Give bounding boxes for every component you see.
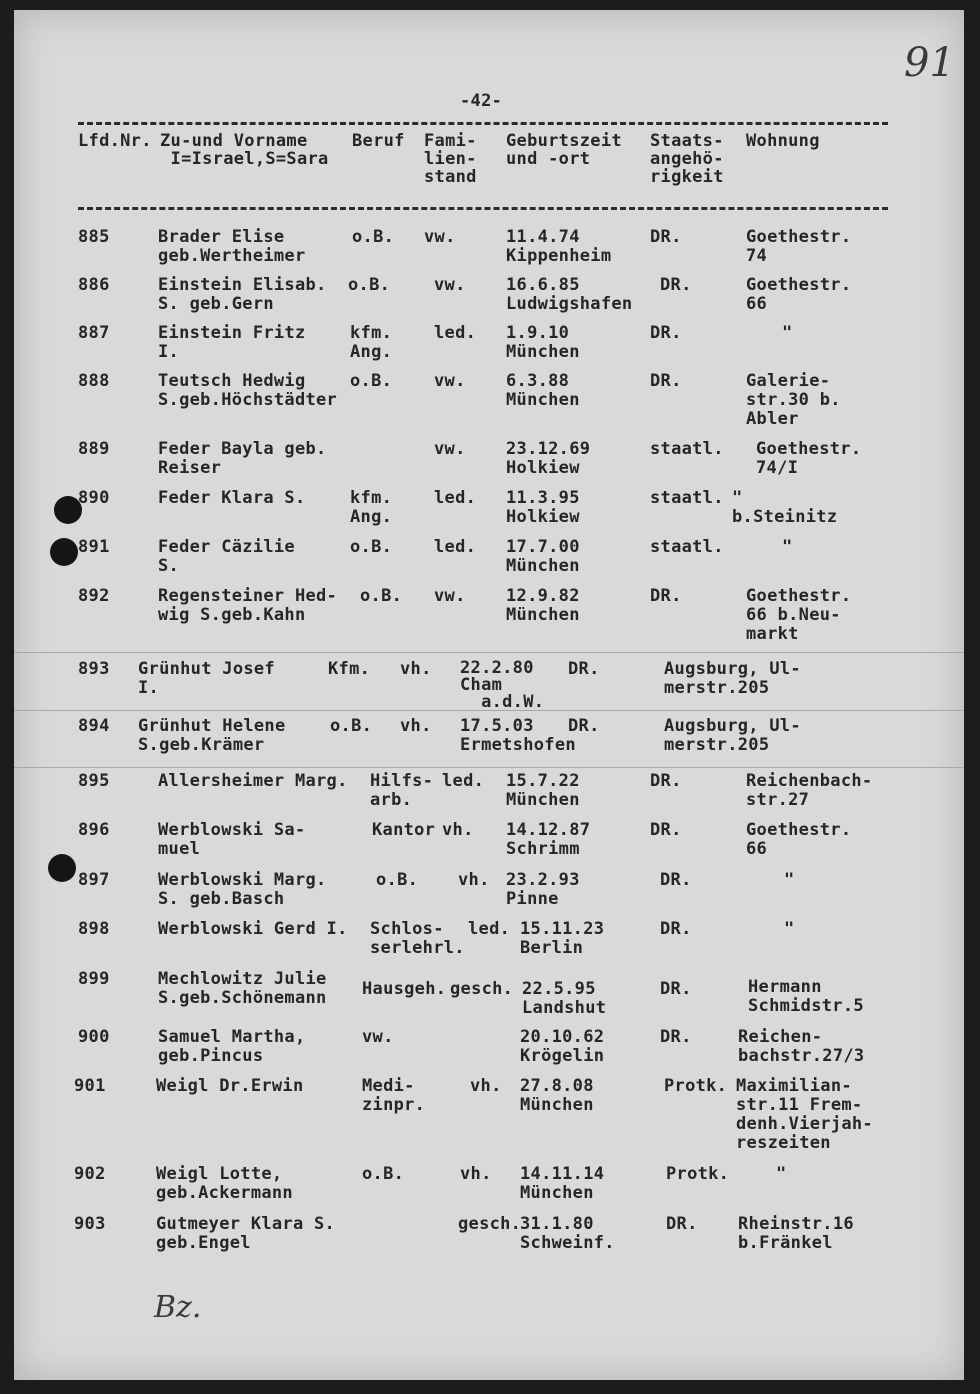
row-beruf <box>358 1215 400 1234</box>
row-familienstand: led. <box>468 919 511 939</box>
row-staat: DR. <box>660 979 692 999</box>
row-name: Weigl Lotte, geb.Ackermann <box>156 1164 293 1203</box>
row-nr: 892 <box>78 586 110 606</box>
row-staat: DR. <box>568 716 600 736</box>
row-wohnung: " <box>782 537 793 557</box>
row-geburt: 20.10.62 Krögelin <box>520 1027 605 1066</box>
row-wohnung: " <box>784 870 795 890</box>
row-wohnung: Goethestr. 66 <box>746 820 852 859</box>
header-geburt: Geburtszeit und -ort <box>506 131 622 169</box>
row-staat: Protk. <box>664 1076 728 1096</box>
row-staat: DR. <box>660 870 692 890</box>
header-top-rule <box>78 122 888 125</box>
row-beruf: Hilfs- arb. <box>370 771 434 810</box>
row-name: Teutsch Hedwig S.geb.Höchstädter <box>158 371 338 410</box>
row-familienstand: vw. <box>434 439 466 459</box>
row-name: Einstein Elisab. S. geb.Gern <box>158 275 327 314</box>
row-geburt: 17.7.00 München <box>506 537 580 576</box>
row-geburt: 16.6.85 Ludwigshafen <box>506 275 633 314</box>
row-staat: DR. <box>650 227 682 247</box>
row-name: Brader Elise geb.Wertheimer <box>158 227 306 266</box>
row-geburt: 1.9.10 München <box>506 323 580 362</box>
row-name: Grünhut Josef I. <box>138 659 275 698</box>
row-nr: 894 <box>78 716 110 736</box>
row-wohnung: Augsburg, Ul- merstr.205 <box>664 659 801 698</box>
row-nr: 887 <box>78 323 110 343</box>
row-staat: DR. <box>660 919 692 939</box>
row-name: Mechlowitz Julie S.geb.Schönemann <box>158 969 327 1008</box>
header-bottom-rule <box>78 207 888 210</box>
row-geburt: 23.2.93 Pinne <box>506 870 580 909</box>
row-geburt: 14.12.87 Schrimm <box>506 820 591 859</box>
row-nr: 891 <box>78 537 110 557</box>
row-geburt: 12.9.82 München <box>506 586 580 625</box>
row-name: Allersheimer Marg. <box>158 771 348 791</box>
row-wohnung: Goethestr. 74 <box>746 227 852 266</box>
row-beruf: Kantor <box>372 820 436 840</box>
row-wohnung: Goethestr. 66 b.Neu- markt <box>746 586 852 644</box>
row-wohnung: " <box>782 323 793 343</box>
row-staat: DR. <box>568 659 600 679</box>
row-wohnung: Goethestr. 74/I <box>756 439 862 478</box>
row-name: Weigl Dr.Erwin <box>156 1076 304 1096</box>
row-beruf: o.B. <box>350 371 393 391</box>
fold-line <box>14 652 964 653</box>
row-familienstand: vh. <box>400 659 432 679</box>
row-nr: 896 <box>78 820 110 840</box>
row-familienstand: led. <box>442 771 485 791</box>
row-wohnung: " b.Steinitz <box>732 488 838 527</box>
row-beruf: o.B. <box>360 586 403 606</box>
row-beruf: o.B. <box>350 537 393 557</box>
row-geburt: 6.3.88 München <box>506 371 580 410</box>
row-wohnung: Maximilian- str.11 Frem- denh.Vierjah- reszeiten <box>736 1076 873 1153</box>
row-nr: 885 <box>78 227 110 247</box>
row-wohnung: Rheinstr.16 b.Fränkel <box>738 1214 854 1253</box>
row-geburt: 15.11.23 Berlin <box>520 919 605 958</box>
header-staat: Staats- angehö- rigkeit <box>650 131 724 187</box>
header-familienstand: Fami- lien- stand <box>424 131 477 187</box>
row-nr: 897 <box>78 870 110 890</box>
row-familienstand: gesch. <box>450 979 514 999</box>
row-beruf: o.B. <box>362 1164 405 1184</box>
row-beruf: o.B. <box>376 870 419 890</box>
row-geburt: 15.7.22 München <box>506 771 580 810</box>
row-geburt: 14.11.14 München <box>520 1164 605 1203</box>
row-wohnung: Galerie- str.30 b. Abler <box>746 371 841 429</box>
row-beruf: Kfm. <box>328 659 371 679</box>
row-beruf: o.B. <box>330 716 373 736</box>
row-name: Einstein Fritz I. <box>158 323 306 362</box>
row-nr: 900 <box>78 1027 110 1047</box>
row-name: Werblowski Marg. S. geb.Basch <box>158 870 327 909</box>
row-beruf: kfm. Ang. <box>350 488 393 527</box>
row-name: Feder Klara S. <box>158 488 306 508</box>
row-name: Gutmeyer Klara S. geb.Engel <box>156 1214 336 1253</box>
row-geburt: 27.8.08 München <box>520 1076 594 1115</box>
row-wohnung: " <box>776 1164 787 1184</box>
row-nr: 888 <box>78 371 110 391</box>
row-familienstand: gesch. <box>458 1214 522 1234</box>
row-beruf: Medi- zinpr. <box>362 1076 426 1115</box>
row-wohnung: Reichenbach- str.27 <box>746 771 873 810</box>
row-wohnung: Goethestr. 66 <box>746 275 852 314</box>
row-staat: DR. <box>660 275 692 295</box>
row-familienstand: vh. <box>460 1164 492 1184</box>
row-geburt: 31.1.80 Schweinf. <box>520 1214 615 1253</box>
row-nr: 903 <box>74 1214 106 1234</box>
row-staat: DR. <box>666 1214 698 1234</box>
row-geburt: 17.5.03 Ermetshofen <box>460 716 576 755</box>
row-staat: DR. <box>650 371 682 391</box>
row-name: Feder Bayla geb. Reiser <box>158 439 327 478</box>
row-familienstand: led. <box>434 323 477 343</box>
row-staat: DR. <box>650 586 682 606</box>
row-nr: 886 <box>78 275 110 295</box>
row-staat: DR. <box>660 1027 692 1047</box>
row-familienstand: vw. <box>434 586 466 606</box>
punch-hole <box>50 538 78 566</box>
row-familienstand: vh. <box>458 870 490 890</box>
row-nr: 899 <box>78 969 110 989</box>
row-familienstand: vh. <box>400 716 432 736</box>
row-nr: 893 <box>78 659 110 679</box>
document-page <box>14 10 964 1380</box>
row-staat: Protk. <box>666 1164 730 1184</box>
row-wohnung: Reichen- bachstr.27/3 <box>738 1027 865 1066</box>
row-geburt: 23.12.69 Holkiew <box>506 439 591 478</box>
row-staat: DR. <box>650 771 682 791</box>
row-familienstand: led. <box>434 537 477 557</box>
row-beruf: Schlos- serlehrl. <box>370 919 465 958</box>
row-familienstand: led. <box>434 488 477 508</box>
row-beruf: vw. <box>362 1027 394 1047</box>
row-staat: DR. <box>650 323 682 343</box>
row-wohnung: " <box>784 919 795 939</box>
page-number: -42- <box>460 91 503 111</box>
row-nr: 898 <box>78 919 110 939</box>
fold-line <box>14 767 964 768</box>
row-staat: staatl. <box>650 439 724 459</box>
row-familienstand: vw. <box>434 371 466 391</box>
row-familienstand: vw. <box>434 275 466 295</box>
punch-hole <box>48 854 76 882</box>
row-familienstand: vh. <box>470 1076 502 1096</box>
row-nr: 902 <box>74 1164 106 1184</box>
row-beruf: o.B. <box>348 275 391 295</box>
row-name: Feder Cäzilie S. <box>158 537 295 576</box>
row-nr: 895 <box>78 771 110 791</box>
row-beruf: Hausgeh. <box>362 979 447 999</box>
row-nr: 890 <box>78 488 110 508</box>
row-wohnung: Hermann Schmidstr.5 <box>748 977 864 1016</box>
handwritten-initials: Bz. <box>154 1290 202 1325</box>
row-staat: DR. <box>650 820 682 840</box>
row-familienstand: vw. <box>424 227 456 247</box>
row-geburt: 22.2.80 Cham a.d.W. <box>460 658 545 712</box>
row-name: Samuel Martha, geb.Pincus <box>158 1027 306 1066</box>
row-name: Werblowski Gerd I. <box>158 919 348 939</box>
row-geburt: 11.4.74 Kippenheim <box>506 227 612 266</box>
row-beruf <box>350 440 382 459</box>
row-staat: staatl. <box>650 537 724 557</box>
row-wohnung: Augsburg, Ul- merstr.205 <box>664 716 801 755</box>
row-beruf: o.B. <box>352 227 395 247</box>
corner-page-number: 91 <box>904 40 955 86</box>
row-nr: 889 <box>78 439 110 459</box>
row-geburt: 22.5.95 Landshut <box>522 979 607 1018</box>
row-familienstand: vh. <box>442 820 474 840</box>
row-beruf: kfm. Ang. <box>350 323 393 362</box>
row-staat: staatl. <box>650 488 724 508</box>
row-nr: 901 <box>74 1076 106 1096</box>
header-wohnung: Wohnung <box>746 131 820 151</box>
header-nr: Lfd.Nr. <box>78 131 152 151</box>
row-name: Regensteiner Hed- wig S.geb.Kahn <box>158 586 338 625</box>
header-beruf: Beruf <box>352 131 405 151</box>
row-name: Werblowski Sa- muel <box>158 820 306 859</box>
header-name: Zu-und Vorname I=Israel,S=Sara <box>160 131 329 169</box>
row-name: Grünhut Helene S.geb.Krämer <box>138 716 286 755</box>
row-geburt: 11.3.95 Holkiew <box>506 488 580 527</box>
